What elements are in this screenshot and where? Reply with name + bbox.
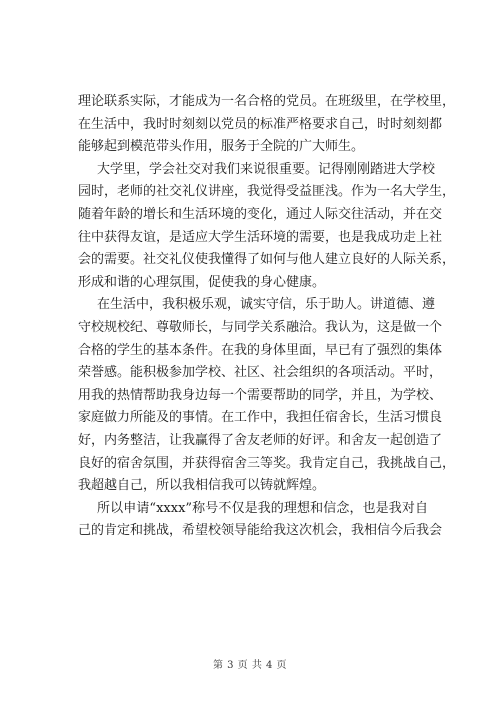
text-line: 守校规校纪、尊敬师长，与同学关系融洽。我认为，这是做一个 xyxy=(78,319,443,335)
text-line: 荣誉感。能积极参加学校、社区、社会组织的各项活动。平时， xyxy=(78,365,443,381)
text-line: 己的肯定和挑战，希望校领导能给我这次机会，我相信今后我会 xyxy=(78,523,443,539)
text-line: 随着年龄的增长和生活环境的变化，通过人际交往活动，并在交 xyxy=(78,206,443,222)
text-line: 用我的热情帮助我身边每一个需要帮助的同学，并且，为学校、 xyxy=(78,387,443,403)
text-line: 所以申请“xxxx”称号不仅是我的理想和信念，也是我对自 xyxy=(97,500,428,516)
text-line: 能够起到模范带头作用，服务于全院的广大师生。 xyxy=(78,139,365,155)
text-line: 良好的宿舍氛围，并获得宿舍三等奖。我肯定自己，我挑战自己， xyxy=(78,455,456,471)
text-line: 形成和谐的心理氛围，促使我的身心健康。 xyxy=(78,274,326,290)
text-line: 我超越自己，所以我相信我可以铸就辉煌。 xyxy=(78,478,326,494)
text-line: 好，内务整洁，让我赢得了舍友老师的好评。和舍友一起创造了 xyxy=(78,432,443,448)
text-line: 园时，老师的社交礼仪讲座，我觉得受益匪浅。作为一名大学生， xyxy=(78,184,456,200)
text-line: 往中获得友谊，是适应大学生活环境的需要，也是我成功走上社 xyxy=(78,229,443,245)
text-line: 在生活中，我积极乐观，诚实守信，乐于助人。讲道德、遵 xyxy=(97,297,436,313)
text-line: 理论联系实际，才能成为一名合格的党员。在班级里，在学校里， xyxy=(78,94,456,109)
text-line: 会的需要。社交礼仪使我懂得了如何与他人建立良好的人际关系， xyxy=(78,252,456,268)
text-line: 大学里，学会社交对我们来说很重要。记得刚刚踏进大学校 xyxy=(97,161,436,177)
text-line: 家庭做力所能及的事情。在工作中，我担任宿舍长，生活习惯良 xyxy=(78,410,443,426)
text-line: 合格的学生的基本条件。在我的身体里面，早已有了强烈的集体 xyxy=(78,342,443,358)
document-body xyxy=(78,91,456,543)
text-line: 在生活中，我时时刻刻以党员的标准严格要求自己，时时刻刻都 xyxy=(78,116,443,132)
page-number-footer: 第 3 页 共 4 页 xyxy=(212,660,288,671)
